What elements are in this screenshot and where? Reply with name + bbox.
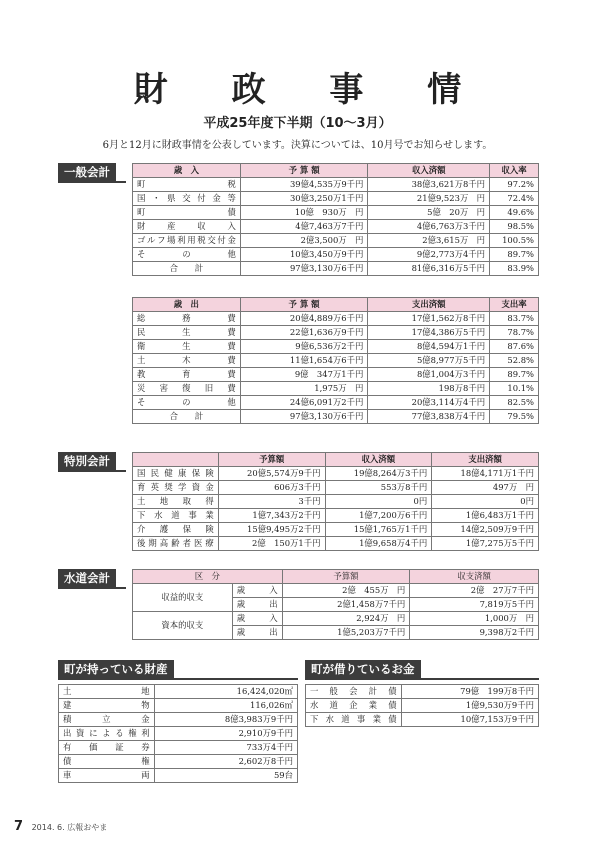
expenditure-header-spent: 支出済額 (368, 298, 490, 312)
revenue-row (133, 178, 539, 192)
assets-value: 2,602万8千円 (154, 755, 297, 769)
revenue-budget: 10億3,450万9千円 (240, 248, 368, 262)
expenditure-category: 合 計 (133, 410, 241, 424)
debts-row (306, 699, 539, 713)
revenue-budget: 30億3,250万1千円 (240, 192, 368, 206)
water-balance: 1,000万 円 (410, 612, 539, 626)
special-header-received: 収入済額 (325, 453, 432, 467)
expenditure-rate: 82.5% (490, 396, 539, 410)
assets-value: 733万4千円 (154, 741, 297, 755)
debts-row (306, 713, 539, 727)
special-row (133, 495, 539, 509)
special-budget: 1億7,343万2千円 (218, 509, 325, 523)
special-table (132, 452, 539, 551)
revenue-category: ゴルフ場利用税交付金 (133, 234, 241, 248)
expenditure-budget: 97億3,130万6千円 (240, 410, 368, 424)
special-received: 0円 (325, 495, 432, 509)
revenue-header-rate: 収入率 (490, 164, 539, 178)
debts-table (305, 684, 539, 727)
debts-item: 一般会計債 (306, 685, 402, 699)
assets-row (59, 713, 298, 727)
expenditure-budget: 9億6,536万2千円 (240, 340, 368, 354)
expenditure-actual: 198万8千円 (368, 382, 490, 396)
expenditure-category: 衛 生 費 (133, 340, 241, 354)
water-row (133, 612, 539, 626)
revenue-rate: 83.9% (490, 262, 539, 276)
debts-value: 10億7,153万9千円 (401, 713, 538, 727)
revenue-rate: 100.5% (490, 234, 539, 248)
expenditure-budget: 24億6,091万2千円 (240, 396, 368, 410)
section-label-special: 特別会計 (58, 452, 116, 470)
water-row (133, 584, 539, 598)
expenditure-budget: 11億1,654万6千円 (240, 354, 368, 368)
revenue-category: そ の 他 (133, 248, 241, 262)
assets-item: 車 両 (59, 769, 155, 783)
section-label-general: 一般会計 (58, 163, 116, 181)
revenue-table (132, 163, 539, 276)
expenditure-actual: 8億4,594万1千円 (368, 340, 490, 354)
expenditure-row (133, 382, 539, 396)
special-budget: 2億 150万1千円 (218, 537, 325, 551)
special-row (133, 523, 539, 537)
special-account-name: 土 地 取 得 (133, 495, 219, 509)
assets-row (59, 741, 298, 755)
expenditure-row (133, 410, 539, 424)
expenditure-category: 災 害 復 旧 費 (133, 382, 241, 396)
expenditure-actual: 8億1,004万3千円 (368, 368, 490, 382)
intro-text: 6月と12月に財政事情を公表しています。決算については、10月号でお知らせします。 (102, 140, 493, 151)
special-budget: 15億9,495万2千円 (218, 523, 325, 537)
expenditure-rate: 87.6% (490, 340, 539, 354)
special-spent: 18億4,171万1千円 (432, 467, 539, 481)
assets-row (59, 769, 298, 783)
assets-item: 建 物 (59, 699, 155, 713)
revenue-budget: 39億4,535万9千円 (240, 178, 368, 192)
water-balance: 9,398万2千円 (410, 626, 539, 640)
assets-value: 16,424,020㎡ (154, 685, 297, 699)
expenditure-row (133, 368, 539, 382)
footer-publication: 広報おやま (67, 823, 108, 832)
special-account-name: 後期高齢者医療 (133, 537, 219, 551)
water-item: 歳 出 (232, 626, 282, 640)
expenditure-actual: 77億3,838万4千円 (368, 410, 490, 424)
revenue-row (133, 192, 539, 206)
expenditure-actual: 5億8,977万5千円 (368, 354, 490, 368)
expenditure-row (133, 396, 539, 410)
revenue-budget: 4億7,463万7千円 (240, 220, 368, 234)
expenditure-rate: 10.1% (490, 382, 539, 396)
section-label-debts: 町が借りているお金 (305, 660, 421, 678)
expenditure-row (133, 312, 539, 326)
water-balance: 2億 27万7千円 (410, 584, 539, 598)
water-budget: 2億1,458万7千円 (282, 598, 410, 612)
water-group-name: 資本的収支 (133, 612, 233, 640)
special-received: 1億9,658万4千円 (325, 537, 432, 551)
special-spent: 1億6,483万1千円 (432, 509, 539, 523)
revenue-row (133, 248, 539, 262)
special-row (133, 537, 539, 551)
special-received: 19億8,264万3千円 (325, 467, 432, 481)
expenditure-header-budget: 予 算 額 (240, 298, 368, 312)
special-header-budget: 予算額 (218, 453, 325, 467)
assets-item: 積 立 金 (59, 713, 155, 727)
revenue-row (133, 234, 539, 248)
expenditure-rate: 78.7% (490, 326, 539, 340)
special-received: 553万8千円 (325, 481, 432, 495)
special-row (133, 467, 539, 481)
debts-item: 下水道事業債 (306, 713, 402, 727)
water-item: 歳 入 (232, 612, 282, 626)
revenue-header-received: 収入済額 (368, 164, 490, 178)
special-spent: 0円 (432, 495, 539, 509)
revenue-rate: 89.7% (490, 248, 539, 262)
special-spent: 14億2,509万9千円 (432, 523, 539, 537)
special-account-name: 国民健康保険 (133, 467, 219, 481)
page-title: 財 政 事 情 (133, 70, 488, 110)
revenue-category: 合 計 (133, 262, 241, 276)
special-received: 15億1,765万1千円 (325, 523, 432, 537)
expenditure-actual: 17億1,562万8千円 (368, 312, 490, 326)
expenditure-actual: 17億4,386万5千円 (368, 326, 490, 340)
section-rule-special (58, 470, 126, 472)
special-row (133, 509, 539, 523)
special-header-blank (133, 453, 219, 467)
revenue-actual: 5億 20万 円 (368, 206, 490, 220)
assets-row (59, 755, 298, 769)
revenue-header-budget: 予 算 額 (240, 164, 368, 178)
assets-value: 2,910万9千円 (154, 727, 297, 741)
special-spent: 497万 円 (432, 481, 539, 495)
water-budget: 2,924万 円 (282, 612, 410, 626)
assets-table (58, 684, 298, 783)
expenditure-budget: 9億 347万1千円 (240, 368, 368, 382)
special-budget: 606万3千円 (218, 481, 325, 495)
revenue-budget: 2億3,500万 円 (240, 234, 368, 248)
revenue-budget: 97億3,130万6千円 (240, 262, 368, 276)
water-balance: 7,819万5千円 (410, 598, 539, 612)
debts-value: 79億 199万8千円 (401, 685, 538, 699)
assets-row (59, 699, 298, 713)
expenditure-category: 総 務 費 (133, 312, 241, 326)
revenue-actual: 38億3,621万8千円 (368, 178, 490, 192)
revenue-header-row (133, 164, 539, 178)
special-account-name: 育英奨学資金 (133, 481, 219, 495)
expenditure-budget: 1,975万 円 (240, 382, 368, 396)
water-budget: 2億 455万 円 (282, 584, 410, 598)
water-table (132, 569, 539, 640)
special-received: 1億7,200万6千円 (325, 509, 432, 523)
water-header-budget: 予算額 (282, 570, 410, 584)
special-header-spent: 支出済額 (432, 453, 539, 467)
assets-row (59, 685, 298, 699)
special-budget: 20億5,574万9千円 (218, 467, 325, 481)
assets-item: 債 権 (59, 755, 155, 769)
expenditure-header-rate: 支出率 (490, 298, 539, 312)
revenue-row (133, 220, 539, 234)
expenditure-row (133, 354, 539, 368)
assets-item: 出資による権利 (59, 727, 155, 741)
water-header-row (133, 570, 539, 584)
revenue-category: 財 産 収 入 (133, 220, 241, 234)
expenditure-row (133, 340, 539, 354)
expenditure-rate: 79.5% (490, 410, 539, 424)
revenue-actual: 81億6,316万5千円 (368, 262, 490, 276)
revenue-rate: 49.6% (490, 206, 539, 220)
section-label-assets: 町が持っている財産 (58, 660, 174, 678)
expenditure-table (132, 297, 539, 424)
expenditure-actual: 20億3,114万4千円 (368, 396, 490, 410)
expenditure-rate: 83.7% (490, 312, 539, 326)
water-item: 歳 入 (232, 584, 282, 598)
water-item: 歳 出 (232, 598, 282, 612)
assets-item: 有 価 証 券 (59, 741, 155, 755)
revenue-category: 国・県交付金等 (133, 192, 241, 206)
revenue-header-category: 歳 入 (133, 164, 241, 178)
expenditure-rate: 89.7% (490, 368, 539, 382)
water-group-name: 収益的収支 (133, 584, 233, 612)
assets-value: 8億3,983万9千円 (154, 713, 297, 727)
expenditure-category: 教 育 費 (133, 368, 241, 382)
special-spent: 1億7,275万5千円 (432, 537, 539, 551)
revenue-rate: 72.4% (490, 192, 539, 206)
expenditure-category: 土 木 費 (133, 354, 241, 368)
expenditure-category: そ の 他 (133, 396, 241, 410)
page-subtitle: 平成25年度下半期（10～3月） (203, 116, 392, 131)
special-budget: 3千円 (218, 495, 325, 509)
debts-row (306, 685, 539, 699)
section-label-water: 水道会計 (58, 569, 116, 587)
assets-value: 116,026㎡ (154, 699, 297, 713)
page-number: 7 (14, 819, 24, 834)
footer-issue: 2014. 6. (31, 823, 65, 832)
water-header-balance: 収支済額 (410, 570, 539, 584)
special-header-row (133, 453, 539, 467)
revenue-rate: 97.2% (490, 178, 539, 192)
debts-item: 水道企業債 (306, 699, 402, 713)
expenditure-header-category: 歳 出 (133, 298, 241, 312)
special-account-name: 下水道事業 (133, 509, 219, 523)
revenue-rate: 98.5% (490, 220, 539, 234)
revenue-actual: 2億3,615万 円 (368, 234, 490, 248)
assets-item: 土 地 (59, 685, 155, 699)
section-rule-water (58, 587, 126, 589)
expenditure-rate: 52.8% (490, 354, 539, 368)
special-row (133, 481, 539, 495)
assets-row (59, 727, 298, 741)
debts-value: 1億9,530万9千円 (401, 699, 538, 713)
section-rule-assets (58, 678, 298, 680)
revenue-category: 町 債 (133, 206, 241, 220)
section-rule-debts (305, 678, 539, 680)
expenditure-header-row (133, 298, 539, 312)
expenditure-category: 民 生 費 (133, 326, 241, 340)
expenditure-budget: 22億1,636万9千円 (240, 326, 368, 340)
revenue-actual: 4億6,763万3千円 (368, 220, 490, 234)
expenditure-row (133, 326, 539, 340)
expenditure-budget: 20億4,889万6千円 (240, 312, 368, 326)
revenue-budget: 10億 930万 円 (240, 206, 368, 220)
revenue-category: 町 税 (133, 178, 241, 192)
section-rule-general (58, 181, 126, 183)
special-account-name: 介 護 保 険 (133, 523, 219, 537)
water-budget: 1億5,203万7千円 (282, 626, 410, 640)
assets-value: 59台 (154, 769, 297, 783)
revenue-actual: 21億9,523万 円 (368, 192, 490, 206)
revenue-row (133, 262, 539, 276)
water-header-category: 区 分 (133, 570, 283, 584)
revenue-actual: 9億2,773万4千円 (368, 248, 490, 262)
revenue-row (133, 206, 539, 220)
footer (14, 819, 107, 834)
